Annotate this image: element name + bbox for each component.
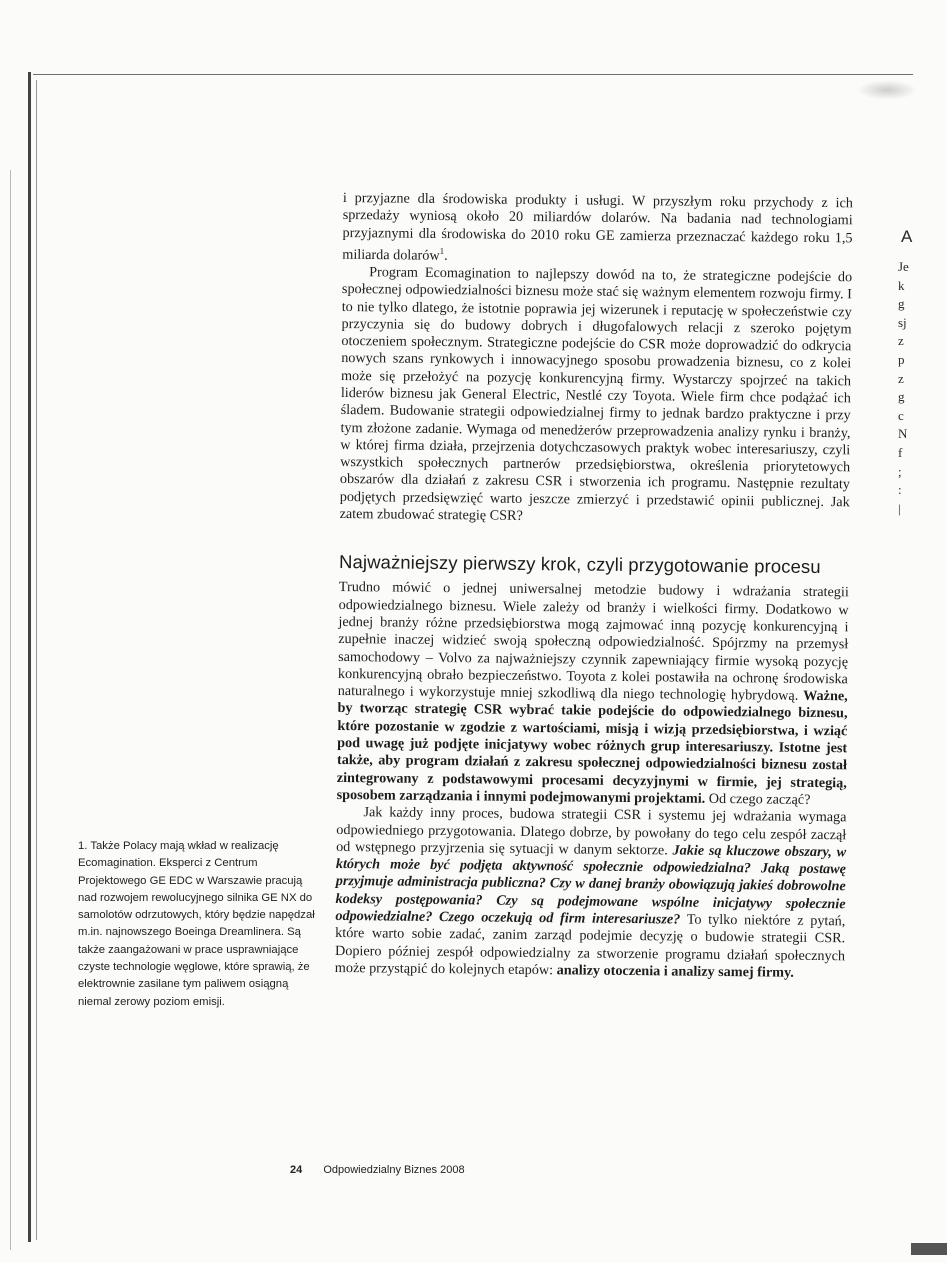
paragraph-3-text: Trudno mówić o jednej uniwersalnej metodzie budowy i wdrażania strategii odpowiedzialnego biznesu. Wiele zależy od branży i wielkości firmy. Dodatkowo w jednej branży różne przedsiębiorstwa mogą zajmować inną pozycję konkurencyjną i zupełnie inaczej widzieć swoją społeczną odpowiedzialność. Spójrzmy na przemysł samochodowy – Volvo za najważniejszy czynnik zapewniający firmie wysoką pozycję konkurencyjną obrało bezpieczeństwo. Toyota z kolei postawiła na ochronę środowiska naturalnego i wykorzystuje mniej szkodliwą dla niego technologię hybrydową. — [337, 579, 849, 704]
facing-page-letter: f — [898, 444, 903, 460]
paragraph-4-text: Jak każdy inny proces, budowa strategii CSR i systemu jej wdrażania wymaga odpowiedniego przygotowania. Dlatego dobrze, by powołany do tego celu zespół zaczął od wstępnego przyjrzenia się sytuacji w danym sektorze. — [336, 804, 847, 859]
paragraph-4 — [335, 804, 847, 982]
paragraph-3-bold: Ważne, by tworząc strategię CSR wybrać takie podejście do odpowiedzialnego biznesu, które pozostanie w zgodzie z wartościami, misją i wizją przedsiębiorstwa, i wziąć pod uwagę już podjęte inicjatywy wobec różnych grup interesariuszy. Istotne jest także, aby program działań z zakresu społecznej odpowiedzialności biznesu został zintegrowany z podstawowymi procesami decyzyjnymi w firmie, jej strategią, sposobem zarządzania i innymi podejmowanymi projektami. — [336, 687, 848, 807]
facing-page-letter: g — [898, 389, 905, 405]
publication-title: Odpowiedzialny Biznes 2008 — [323, 1164, 465, 1176]
facing-page-letter: z — [898, 370, 904, 386]
paragraph-1-end: . — [444, 247, 448, 264]
paragraph-4-bold-end: analizy otoczenia i analizy samej firmy. — [553, 962, 794, 981]
facing-page-letter: sj — [898, 314, 907, 330]
binding-edge-inner — [36, 80, 37, 1240]
facing-page-letter: N — [898, 426, 908, 442]
scan-edge — [10, 170, 11, 1250]
facing-page-letter: ; — [898, 463, 902, 479]
facing-page-letter: Je — [898, 259, 909, 274]
facing-page-letter: p — [898, 351, 905, 367]
footnote-text: 1. Także Polacy mają wkład w realizację Ecomagination. Eksperci z Centrum Projektowego GE EDC w Warszawie pracują nad rozwojem rewolucyjnego silnika GE NX do samolotów odrzutowych, który będzie napędzał m.in. najnowszego Boeinga Dreamlinera. Są także zaangażowani w prace usprawniające czyste technologie węglowe, które sprawią, że elektrownie zasilane tym paliwem osiągną niemal zerowy poziom emisji. — [78, 840, 315, 1008]
facing-page-letter: | — [898, 500, 901, 516]
facing-page-letter: g — [898, 296, 905, 312]
page-top-rule — [33, 74, 913, 75]
article-body — [335, 190, 853, 983]
paragraph-3-end: Od czego zacząć? — [705, 790, 811, 808]
footnote — [78, 838, 318, 1011]
page-number: 24 — [290, 1164, 303, 1176]
binding-edge — [28, 72, 31, 1242]
scan-smudge — [857, 80, 917, 100]
scan-corner-mark — [911, 1243, 947, 1255]
footnote-reference: 1 — [439, 245, 445, 256]
paragraph-2: Program Ecomagination to najlepszy dowód na to, że strategiczne podejście do społecznej odpowiedzialności biznesu może stać się ważnym elementem rozwoju firmy. I to nie tylko dlatego, że istotnie poprawia jej wizerunek i reputację w społeczeństwie czy przyczynia się do budowy dobrych i długofalowych relacji z szeroko pojętym otoczeniem społecznym. Strategiczne podejście do CSR może doprowadzić do odkrycia nowych szans rynkowych i innowacyjnego sposobu prowadzenia biznesu, co z kolei może się przełożyć na pozycję konkurencyjną firmy. Wystarczy spojrzeć na takich liderów biznesu jak General Electric, Nestlé czy Toyota. Wiele firm chce podążać ich śladem. Budowanie strategii odpowiedzialnej firmy to jednak bardzo praktyczne i przy tym złożone zadanie. Wymaga od menedżerów przeprowadzenia analizy rynku i branży, w której firma działa, przejrzenia dotychczasowych praktyk wobec interesariuszy, czyli wszystkich społecznych partnerów przedsiębiorstwa, określenia priorytetowych obszarów dla działań z zakresu CSR i stworzenia ich programu. Następnie rezultaty podjętych przedsięwzięć warto jeszcze zmierzyć i przedstawić opinii publicznej. Jak zatem zbudować strategię CSR? — [339, 264, 853, 524]
paragraph-1 — [342, 190, 853, 269]
paragraph-4-continued: To tylko niektóre z pytań, które warto sobie zadać, zanim zarząd podejmie decyzję o budowie strategii CSR. Dopiero później zespół odpowiedzialny za stworzenie programu działań społecznych może przystąpić do kolejnych etapów: — [334, 911, 846, 979]
paragraph-3 — [337, 579, 849, 809]
facing-page-letter: k — [898, 277, 905, 293]
facing-page-fragment — [898, 228, 947, 518]
facing-page-letter: z — [898, 333, 904, 349]
facing-page-letter: : — [898, 482, 902, 498]
paragraph-1-text: i przyjazne dla środowiska produkty i usługi. W przyszłym roku przychody z ich sprzedaży wyniosą około 20 miliardów dolarów. Na badania nad technologiami przyjaznymi dla środowiska do 2010 roku GE zamierza przeznaczać każdego roku 1,5 miliarda dolarów — [342, 190, 853, 264]
paragraph-4-questions: Jakie są kluczowe obszary, w których może być podjęta aktywność społecznie odpowiedzialna? Jaką postawę przyjmuje administracja publiczna? Czy w danej branży obowiązują jakieś dobrowolne kodeksy postępowania? Czy są podejmowane wspólne inicjatywy społecznie odpowiedzialne? Czego oczekują od firm interesariusze? — [335, 842, 847, 928]
facing-page-letter: c — [898, 407, 904, 423]
section-heading: Najważniejszy pierwszy krok, czyli przygotowanie procesu — [338, 551, 821, 578]
facing-page-letter: A — [901, 228, 913, 246]
page-footer — [290, 1164, 465, 1176]
